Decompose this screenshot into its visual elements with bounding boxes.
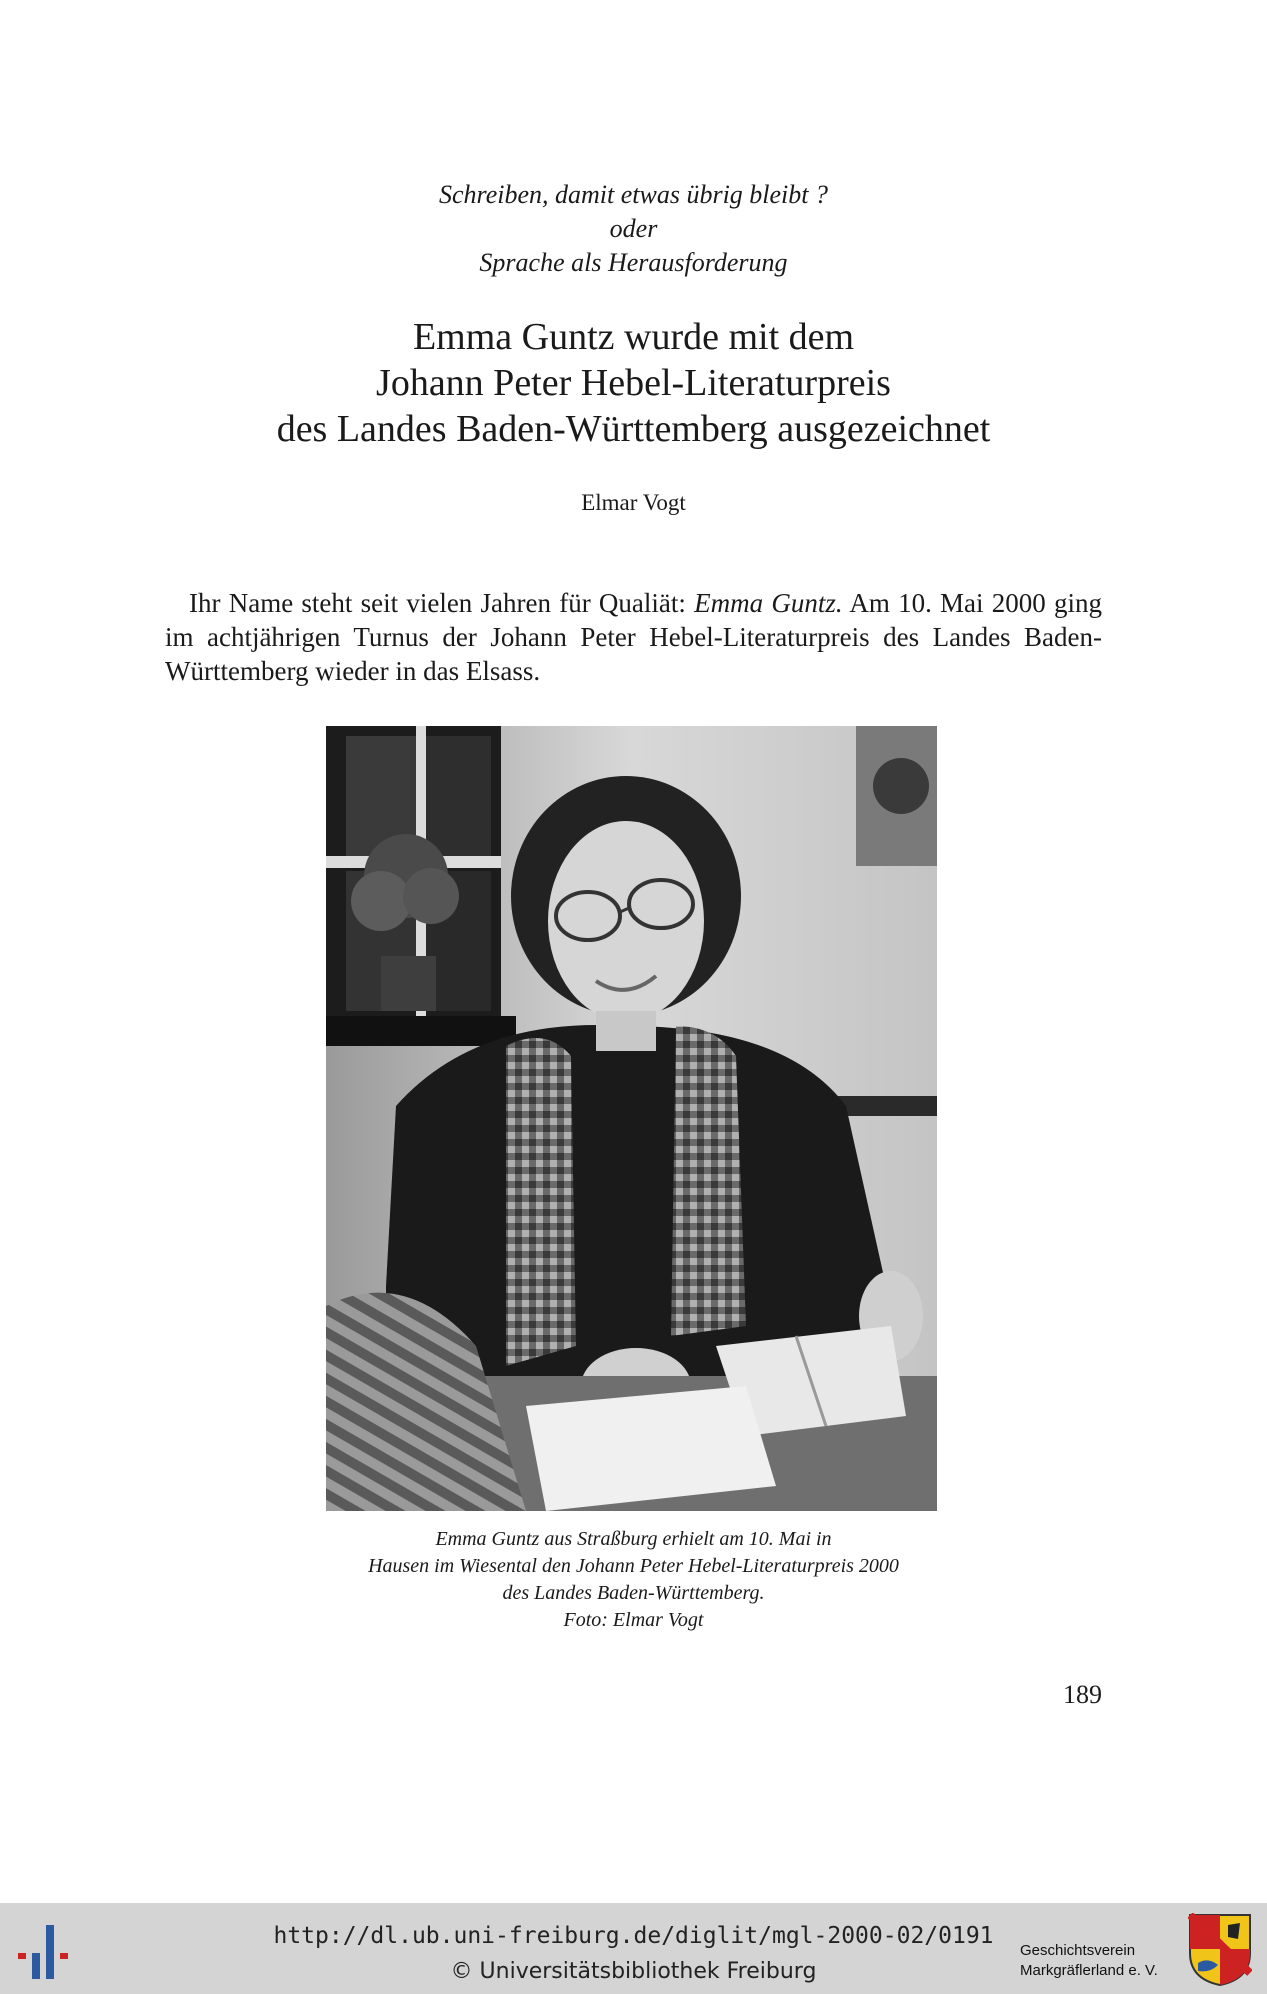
subtitle-line-2: oder: [609, 214, 658, 243]
body-text-part-1: Ihr Name steht seit vielen Jahren für Qualiät:: [189, 588, 695, 618]
caption-line-1: Emma Guntz aus Straßburg erhielt am 10. Mai in: [435, 1528, 832, 1550]
photo-caption: [0, 1526, 1267, 1634]
document-url-link[interactable]: http://dl.ub.uni-freiburg.de/diglit/mgl-2000-02/0191: [273, 1923, 994, 1949]
caption-line-3: des Landes Baden-Württemberg.: [502, 1582, 765, 1604]
footer-bar: [0, 1903, 1267, 1994]
body-paragraph: [165, 586, 1102, 688]
page-number: 189: [1063, 1680, 1102, 1709]
caption-line-2: Hausen im Wiesental den Johann Peter Hebel-Literaturpreis 2000: [368, 1555, 899, 1577]
title-line-2: Johann Peter Hebel-Literaturpreis: [376, 362, 891, 404]
society-name: [1020, 1941, 1158, 1981]
society-crest-icon: [1188, 1913, 1252, 1987]
portrait-photo: [326, 726, 937, 1511]
body-text-part-2: Am 10. Mai 2000 ging im achtjährigen Turnus der Johann Peter Hebel-Literaturpreis des Landes Baden-Württemberg wieder in das Elsass.: [165, 588, 1102, 686]
caption-line-4: Foto: Elmar Vogt: [563, 1609, 704, 1631]
subtitle-line-1: Schreiben, damit etwas übrig bleibt ?: [439, 180, 828, 209]
article-body: [165, 586, 1102, 688]
subtitle-line-3: Sprache als Herausforderung: [479, 248, 788, 277]
title-line-1: Emma Guntz wurde mit dem: [412, 316, 855, 358]
title-line-3: des Landes Baden-Württemberg ausgezeichnet: [276, 408, 991, 450]
article-subtitle: [0, 178, 1267, 280]
body-text-name: Emma Guntz.: [694, 588, 843, 618]
society-line-1: Geschichtsverein: [1020, 1942, 1136, 1959]
article-title: [0, 314, 1267, 452]
copyright-notice: © Universitätsbibliothek Freiburg: [450, 1959, 817, 1984]
society-line-2: Markgräflerland e. V.: [1020, 1962, 1158, 1979]
article-author: Elmar Vogt: [581, 490, 686, 515]
